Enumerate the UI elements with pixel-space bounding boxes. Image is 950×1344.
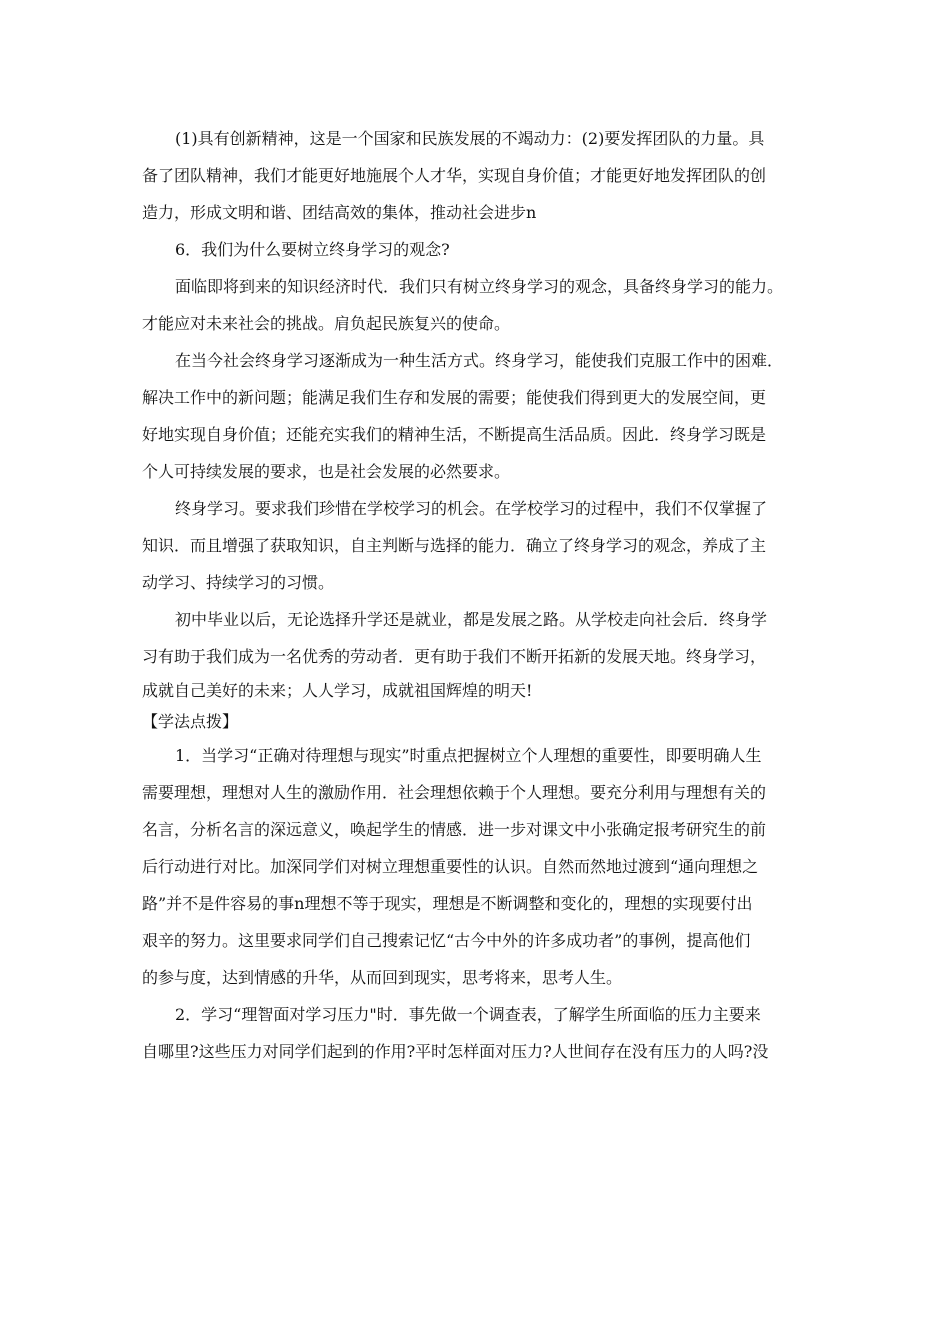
paragraph-line: 个人可持续发展的要求，也是社会发展的必然要求。 (142, 462, 511, 481)
paragraph-line: 1．当学习“正确对待理想与现实”时重点把握树立个人理想的重要性，即要明确人生 (175, 746, 762, 765)
paragraph-line: 造力，形成文明和谐、团结高效的集体，推动社会进步n (142, 203, 537, 222)
paragraph-line: 好地实现自身价值；还能充实我们的精神生活，不断提高生活品质。因此．终身学习既是 (142, 425, 767, 444)
paragraph-line: 面临即将到来的知识经济时代．我们只有树立终身学习的观念，具备终身学习的能力。 (175, 277, 784, 296)
paragraph-line: 备了团队精神，我们才能更好地施展个人才华，实现自身价值；才能更好地发挥团队的创 (142, 166, 767, 185)
paragraph-line: 才能应对未来社会的挑战。肩负起民族复兴的使命。 (142, 314, 511, 333)
paragraph-line: 自哪里?这些压力对同学们起到的作用?平时怎样面对压力?人世间存在没有压力的人吗?没 (142, 1042, 769, 1061)
paragraph-line: 动学习、持续学习的习惯。 (142, 573, 335, 592)
paragraph-line: 后行动进行对比。加深同学们对树立理想重要性的认识。自然而然地过渡到“通向理想之 (142, 857, 759, 876)
paragraph-line: 需要理想，理想对人生的激励作用．社会理想依赖于个人理想。要充分利用与理想有关的 (142, 783, 767, 802)
paragraph-line: 终身学习。要求我们珍惜在学校学习的机会。在学校学习的过程中，我们不仅掌握了 (175, 499, 768, 518)
paragraph-line: 2．学习“理智面对学习压力"时．事先做一个调查表，了解学生所面临的压力主要来 (175, 1005, 761, 1024)
paragraph-line: 名言，分析名言的深远意义，唤起学生的情感．进一步对课文中小张确定报考研究生的前 (142, 820, 767, 839)
paragraph-line: 艰辛的努力。这里要求同学们自己搜索记忆“古今中外的许多成功者”的事例，提高他们 (142, 931, 751, 950)
paragraph-line: 在当今社会终身学习逐渐成为一种生活方式。终身学习，能使我们克服工作中的困难． (175, 351, 784, 370)
paragraph-line: (1)具有创新精神，这是一个国家和民族发展的不竭动力：(2)要发挥团队的力量。具 (175, 129, 765, 148)
paragraph-line: 初中毕业以后，无论选择升学还是就业，都是发展之路。从学校走向社会后．终身学 (175, 610, 768, 629)
paragraph-line: 的参与度，达到情感的升华，从而回到现实，思考将来，思考人生。 (142, 968, 623, 987)
paragraph-line: 路”并不是件容易的事n理想不等于现实，理想是不断调整和变化的，理想的实现要付出 (142, 894, 753, 913)
paragraph-line: 解决工作中的新问题；能满足我们生存和发展的需要；能使我们得到更大的发展空间，更 (142, 388, 767, 407)
paragraph-line: 习有助于我们成为一名优秀的劳动者．更有助于我们不断开拓新的发展天地。终身学习， (142, 647, 767, 666)
document-body (142, 120, 810, 1070)
section-heading: 【学法点拨】 (142, 712, 239, 731)
question-heading: 6．我们为什么要树立终身学习的观念? (175, 240, 450, 259)
paragraph-line: 成就自己美好的未来；人人学习，成就祖国辉煌的明天! (142, 681, 533, 700)
paragraph-line: 知识．而且增强了获取知识，自主判断与选择的能力．确立了终身学习的观念，养成了主 (142, 536, 767, 555)
